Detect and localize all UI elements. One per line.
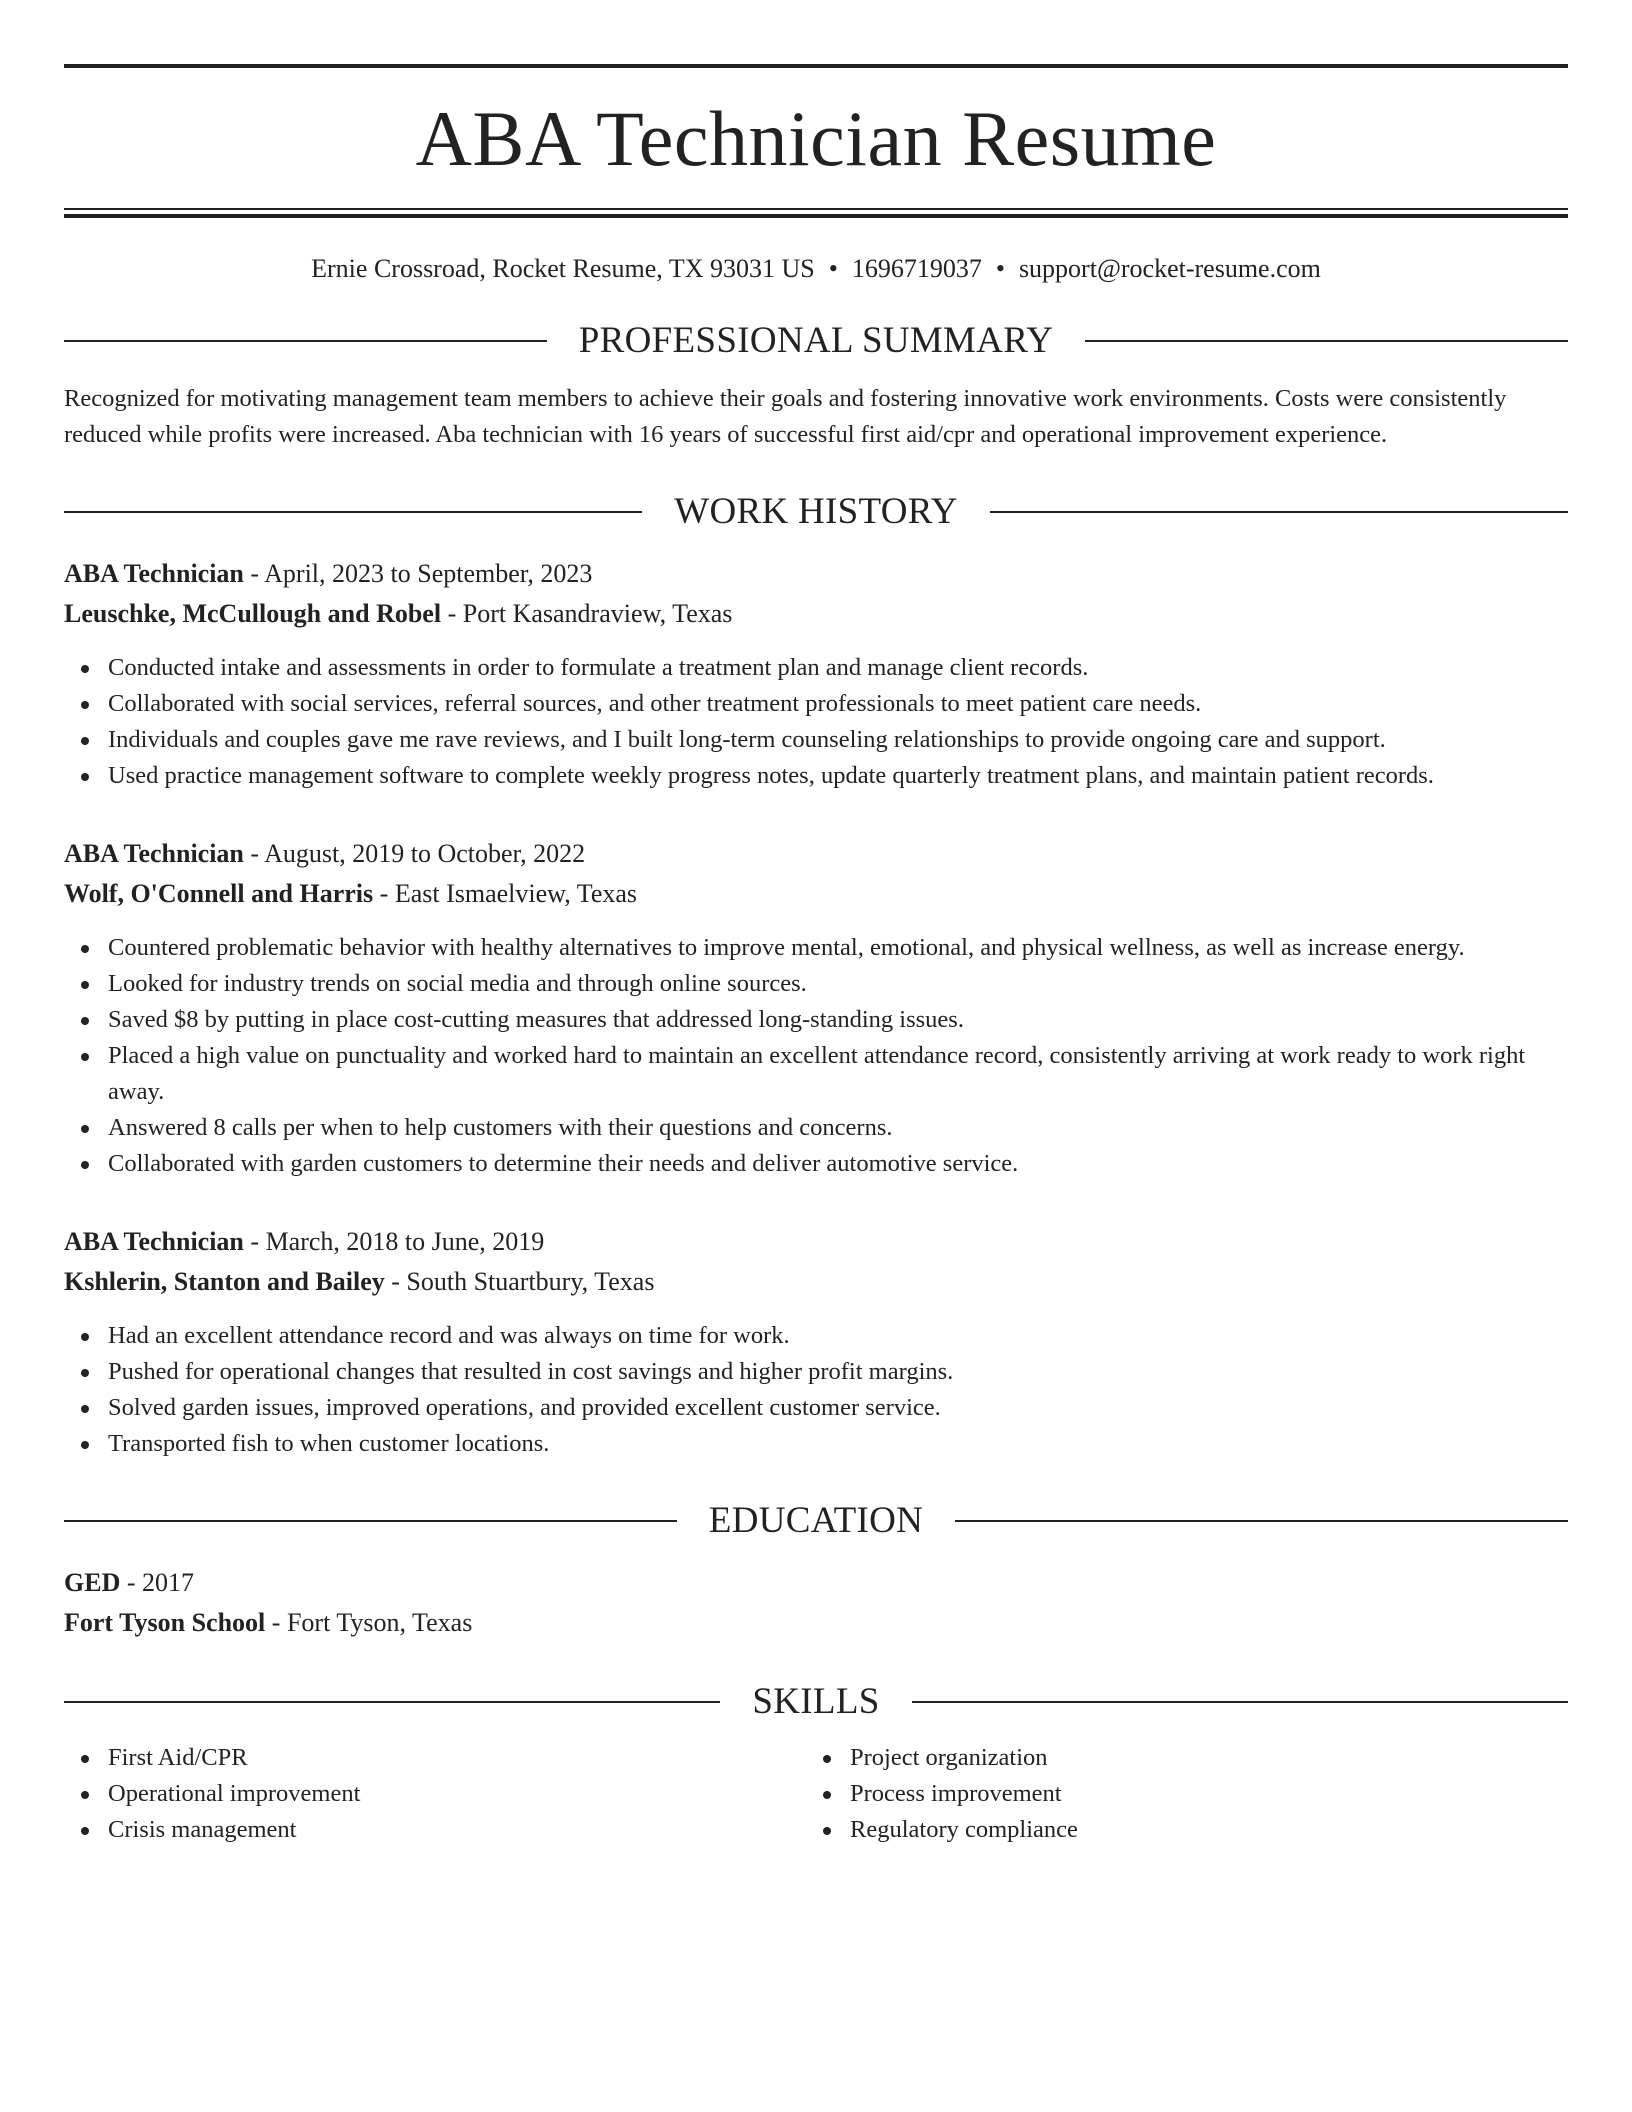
job-company: Leuschke, McCullough and Robel: [64, 599, 442, 628]
list-item: Collaborated with social services, referral sources, and other treatment professionals to meet patient care needs.: [108, 686, 1568, 722]
job-company: Kshlerin, Stanton and Bailey: [64, 1267, 385, 1296]
page-title: ABA Technician Resume: [415, 95, 1217, 182]
education-location: - Fort Tyson, Texas: [265, 1608, 473, 1637]
skills-column-right: [806, 1740, 1548, 1848]
education-school-row: [64, 1603, 1568, 1643]
section-rule: [64, 1701, 720, 1703]
job-bullets: [64, 650, 1568, 794]
contact-separator: •: [828, 254, 838, 283]
list-item: Looked for industry trends on social media and through online sources.: [108, 966, 1568, 1002]
skill-item: First Aid/CPR: [108, 1740, 806, 1776]
list-item: Used practice management software to complete weekly progress notes, update quarterly treatment plans, and maintain patient records.: [108, 758, 1568, 794]
skills-list: [806, 1740, 1548, 1848]
list-item: Countered problematic behavior with healthy alternatives to improve mental, emotional, and physical wellness, as well as increase energy.: [108, 930, 1568, 966]
list-item: Individuals and couples gave me rave reviews, and I built long-term counseling relationships to provide ongoing care and support.: [108, 722, 1568, 758]
job-company-row: [64, 594, 1568, 634]
section-rule: [64, 511, 642, 513]
section-rule: [990, 511, 1568, 513]
job-entry: [64, 1222, 1568, 1462]
section-header-work-history: [64, 493, 1568, 530]
contact-address: Ernie Crossroad, Rocket Resume, TX 93031 US: [311, 254, 815, 283]
education-degree: GED: [64, 1568, 121, 1597]
job-title-row: [64, 554, 1568, 594]
job-entry: [64, 834, 1568, 1182]
section-rule: [64, 1520, 677, 1522]
job-title: ABA Technician: [64, 1227, 244, 1256]
section-rule: [955, 1520, 1568, 1522]
job-bullets: [64, 1318, 1568, 1462]
contact-line: [64, 218, 1568, 282]
skills-list: [64, 1740, 806, 1848]
list-item: Conducted intake and assessments in order to formulate a treatment plan and manage client records.: [108, 650, 1568, 686]
section-header-skills: [64, 1683, 1568, 1720]
section-rule: [64, 340, 547, 342]
section-title: EDUCATION: [708, 1500, 924, 1541]
skill-item: Project organization: [850, 1740, 1548, 1776]
contact-separator: •: [995, 254, 1005, 283]
contact-phone: 1696719037: [851, 254, 982, 283]
job-dates: - March, 2018 to June, 2019: [243, 1227, 545, 1256]
list-item: Pushed for operational changes that resulted in cost savings and higher profit margins.: [108, 1354, 1568, 1390]
list-item: Had an excellent attendance record and was always on time for work.: [108, 1318, 1568, 1354]
job-location: - East Ismaelview, Texas: [373, 879, 638, 908]
summary-paragraph: Recognized for motivating management team members to achieve their goals and fostering innovative work environments. Costs were consistently reduced while profits were increased. Aba technician with 16 years of successful first aid/cpr and operational improvement experience.: [64, 385, 1507, 448]
list-item: Answered 8 calls per when to help customers with their questions and concerns.: [108, 1110, 1568, 1146]
list-item: Saved $8 by putting in place cost-cutting measures that addressed long-standing issues.: [108, 1002, 1568, 1038]
skills-column-left: [64, 1740, 806, 1848]
contact-email: support@rocket-resume.com: [1018, 254, 1321, 283]
section-rule: [912, 1701, 1568, 1703]
job-entry: [64, 554, 1568, 794]
list-item: Collaborated with garden customers to determine their needs and deliver automotive service.: [108, 1146, 1568, 1182]
skill-item: Operational improvement: [108, 1776, 806, 1812]
skill-item: Regulatory compliance: [850, 1812, 1548, 1848]
education-degree-row: [64, 1563, 1568, 1603]
education-school: Fort Tyson School: [64, 1608, 266, 1637]
education-entry: [64, 1563, 1568, 1643]
job-dates: - April, 2023 to September, 2023: [243, 559, 593, 588]
skill-item: Process improvement: [850, 1776, 1548, 1812]
section-header-education: [64, 1502, 1568, 1539]
job-dates: - August, 2019 to October, 2022: [243, 839, 586, 868]
job-company: Wolf, O'Connell and Harris: [64, 879, 374, 908]
job-location: - South Stuartbury, Texas: [384, 1267, 655, 1296]
job-title: ABA Technician: [64, 559, 244, 588]
education-year: - 2017: [120, 1568, 195, 1597]
job-location: - Port Kasandraview, Texas: [441, 599, 733, 628]
job-title-row: [64, 1222, 1568, 1262]
list-item: Placed a high value on punctuality and worked hard to maintain an excellent attendance record, consistently arriving at work ready to work right away.: [108, 1038, 1568, 1110]
job-company-row: [64, 874, 1568, 914]
title-double-rule: [64, 208, 1568, 218]
skill-item: Crisis management: [108, 1812, 806, 1848]
section-title: SKILLS: [752, 1681, 880, 1722]
skills-grid: [64, 1740, 1568, 1848]
job-title: ABA Technician: [64, 839, 244, 868]
section-header-summary: [64, 322, 1568, 359]
job-title-row: [64, 834, 1568, 874]
job-company-row: [64, 1262, 1568, 1302]
list-item: Solved garden issues, improved operations, and provided excellent customer service.: [108, 1390, 1568, 1426]
job-bullets: [64, 930, 1568, 1182]
section-title: PROFESSIONAL SUMMARY: [578, 320, 1054, 361]
section-title: WORK HISTORY: [674, 491, 958, 532]
list-item: Transported fish to when customer locations.: [108, 1426, 1568, 1462]
section-rule: [1085, 340, 1568, 342]
